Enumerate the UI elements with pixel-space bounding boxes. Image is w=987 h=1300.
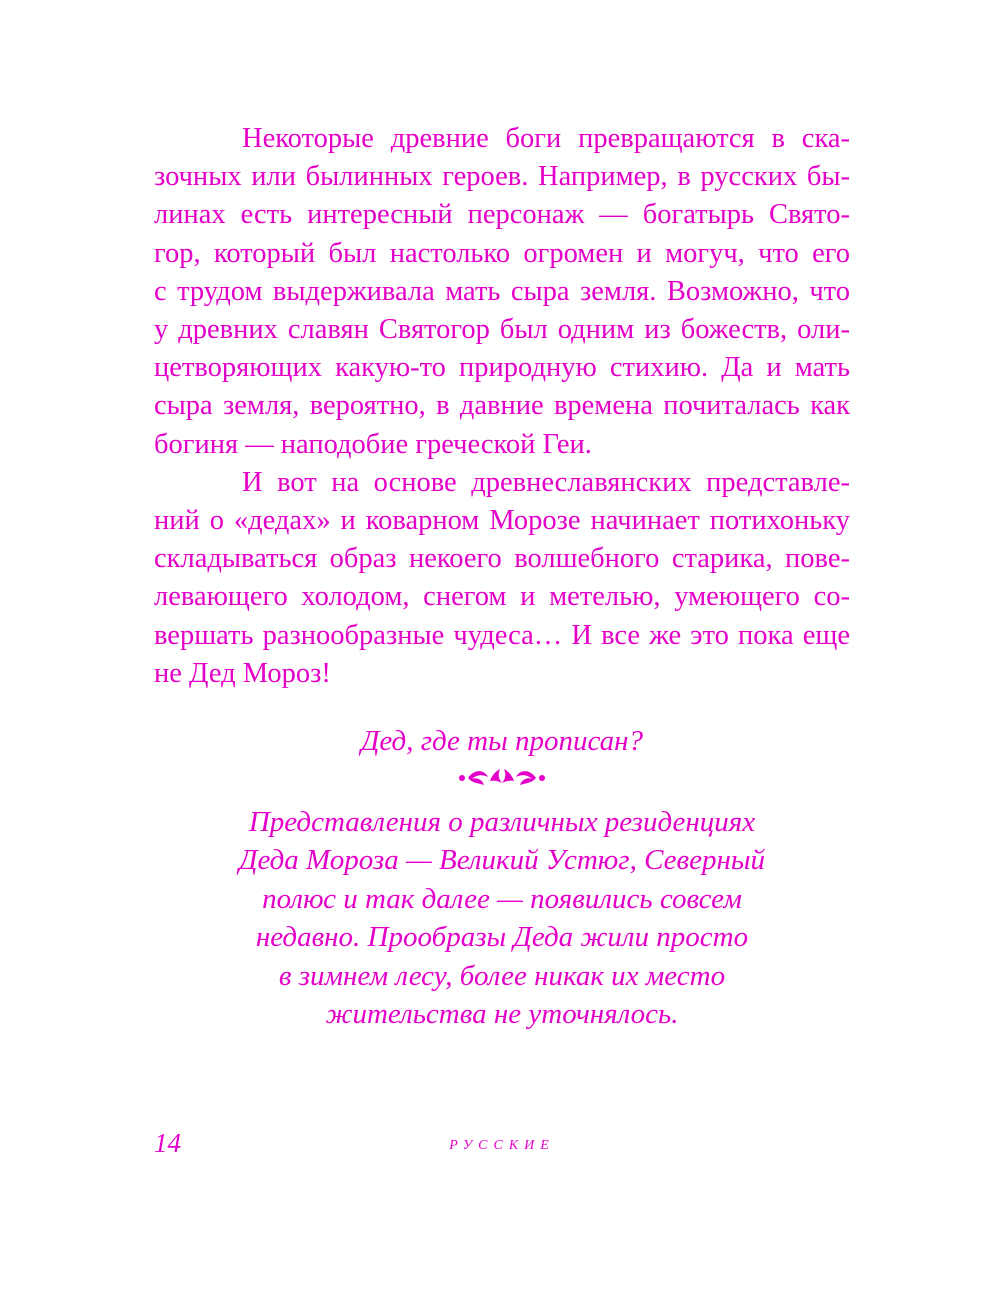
text-line: с трудом выдерживала мать сыра земля. Возможно, что — [154, 275, 850, 307]
text-line: ний о «дедах» и коварном Морозе начинает потихоньку — [154, 505, 850, 537]
text-line: цетворяющих какую-то природную стихию. Да и мать — [154, 352, 850, 384]
text-line: вершать разнообразные чудеса… И все же это пока еще — [154, 619, 850, 651]
text-line: богиня — наподобие греческой Геи. — [154, 428, 592, 460]
paragraph-2 — [154, 464, 850, 693]
text-line: Некоторые древние боги превращаются в ска- — [242, 123, 850, 154]
paragraph-1 — [154, 120, 850, 464]
text-line: не Дед Мороз! — [154, 657, 331, 689]
sidebar-line: жительства не уточнялось. — [325, 998, 679, 1030]
text-line: гор, который был настолько огромен и могуч, что его — [154, 237, 850, 269]
sidebar-line: Представления о различных резиденциях — [248, 805, 756, 838]
sidebar-box — [154, 722, 850, 1034]
sidebar-line: недавно. Прообразы Деда жили просто — [255, 921, 749, 953]
main-text — [154, 120, 850, 693]
text-line: линах есть интересный персонаж — богатырь Свято- — [154, 199, 850, 231]
page-number: 14 — [154, 1128, 181, 1158]
text-line: у древних славян Святогор был одним из божеств, оли- — [154, 314, 850, 346]
sidebar-line: полюс и так далее — появились совсем — [262, 882, 742, 915]
text-line: левающего холодом, снегом и метелью, умеющего со- — [154, 581, 850, 613]
text-line: зочных или былинных героев. Например, в русских бы- — [154, 161, 850, 193]
sidebar-title: Дед, где ты прописан? — [360, 725, 644, 757]
text-line: сыра земля, вероятно, в давние времена почиталась как — [154, 390, 850, 422]
text-line: И вот на основе древнеславянских представле- — [242, 466, 850, 498]
sidebar-text — [154, 803, 850, 1034]
floral-ornament-icon — [154, 765, 850, 803]
running-head: РУССКИЕ — [449, 1138, 555, 1153]
sidebar-line: Деда Мороза — Великий Устюг, Северный — [239, 844, 765, 876]
text-line: складываться образ некоего волшебного старика, пове- — [154, 543, 850, 575]
sidebar-line: в зимнем лесу, более никак их место — [278, 959, 726, 992]
